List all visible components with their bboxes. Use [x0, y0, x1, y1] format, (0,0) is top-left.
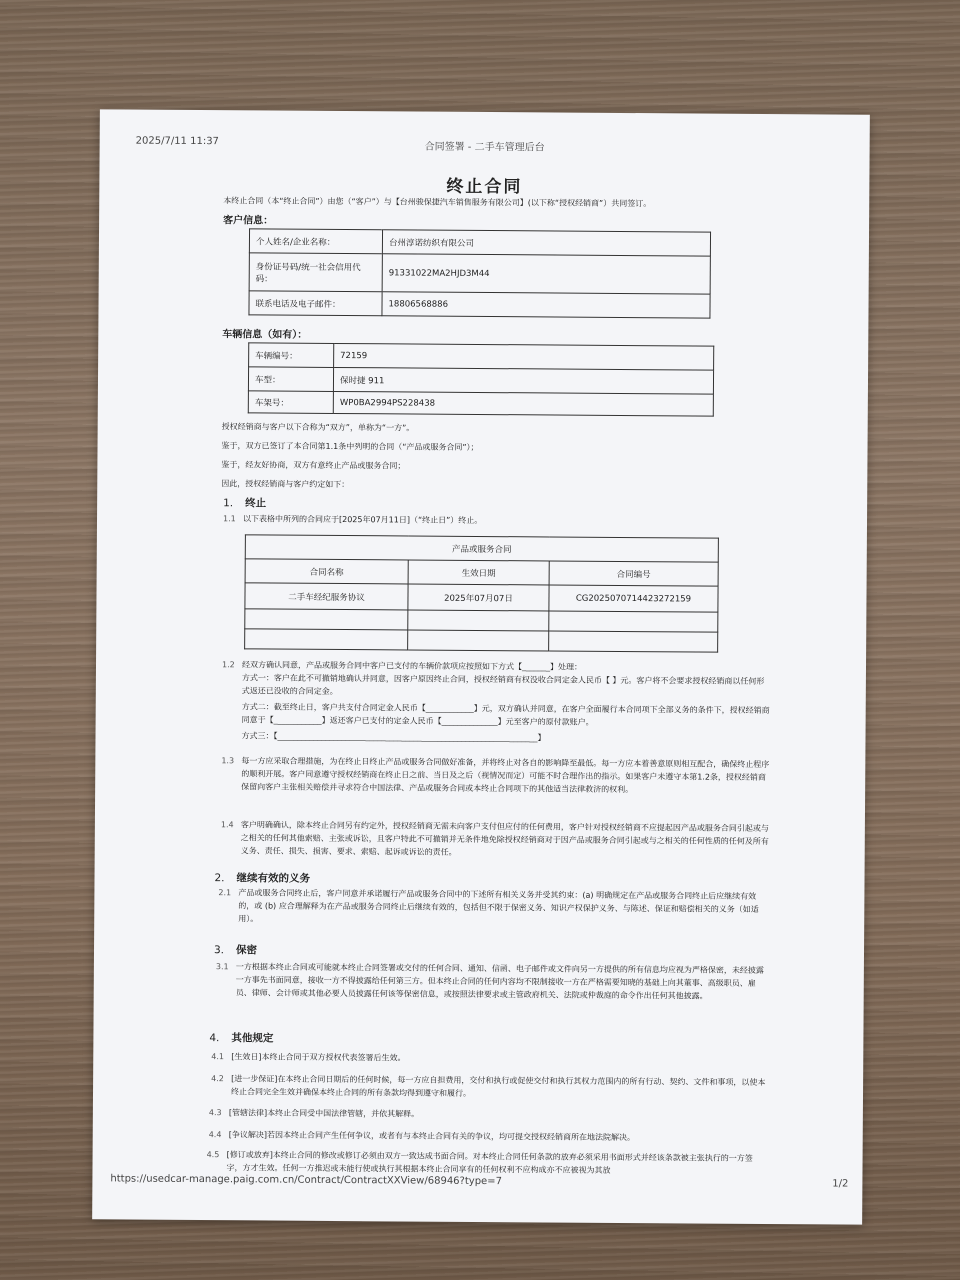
section-number: 3.	[213, 944, 225, 957]
clause-number: 1.2	[221, 660, 235, 670]
clause-number: 3.1	[215, 962, 229, 972]
vehicle-label: 车辆编号：	[249, 343, 334, 368]
customer-value: 台州淳诺纺织有限公司	[382, 230, 710, 256]
clause-number: 2.1	[218, 888, 232, 898]
clause-1-2	[221, 658, 770, 746]
section-title: 其他规定	[231, 1032, 274, 1045]
print-datetime: 2025/7/11 11:37	[135, 135, 219, 148]
vehicle-label: 车架号：	[248, 391, 333, 414]
print-page-title: 合同签署 - 二手车管理后台	[424, 141, 545, 154]
section-title: 保密	[235, 944, 258, 957]
section-3-heading	[214, 942, 257, 957]
table-cell-empty	[549, 611, 718, 632]
clause-number: 1.1	[222, 514, 236, 524]
section-number: 2.	[214, 872, 225, 885]
vehicle-label: 车型：	[248, 367, 333, 392]
clause-4-4	[209, 1128, 767, 1145]
vehicle-table	[248, 342, 714, 416]
customer-label: 个人姓名/企业名称：	[249, 229, 382, 254]
clause-number: 4.5	[206, 1150, 220, 1160]
clause-4-5	[206, 1148, 766, 1178]
table-header: 合同编号	[549, 561, 718, 586]
clause-1-1	[223, 512, 767, 529]
table-cell-empty	[245, 629, 408, 650]
clause-4-2	[211, 1072, 767, 1102]
clause-text: 产品或服务合同终止后，客户同意并承诺履行产品或服务合同中的下述所有相关义务并受其约束：(a) 明确规定在产品或服务合同终止后应继续有效的，或 (b) 应合理解释为在产品或服务合同终止后继续有效的，包括但不限于保密义务、知识产权保护义务、与陈述、保证和赔偿相关的义务（如适用）。	[238, 888, 759, 924]
table-cell: 2025年07月07日	[408, 584, 549, 611]
customer-label: 联系电话及电子邮件：	[249, 291, 382, 316]
table-caption: 产品或服务合同	[245, 535, 718, 562]
vehicle-value: 72159	[334, 343, 714, 370]
section-2-heading	[214, 870, 310, 886]
clause-number: 1.3	[221, 756, 235, 766]
clause-option-1: 方式一：客户在此不可撤销地确认并同意，因客户原因终止合同，授权经销商有权没收合同定金人民币【 】元。客户将不会要求授权经销商以任何形式返还已没收的合同定金。	[241, 673, 765, 697]
vehicle-value: WP0BA2994PS228438	[333, 391, 713, 416]
clause-line: 经双方确认同意，产品或服务合同中客户已支付的车辆价款项应按照如下方式【_______】处理：	[241, 660, 583, 672]
clause-1-4	[221, 818, 769, 861]
section-title: 继续有效的义务	[236, 872, 311, 885]
therefore-clause: 因此，授权经销商与客户约定如下：	[221, 479, 350, 490]
table-cell: CG2025070714423272159	[549, 585, 718, 612]
vehicle-value: 保时捷 911	[333, 367, 713, 394]
page-number: 1/2	[832, 1178, 849, 1190]
clause-4-1	[211, 1050, 767, 1067]
section-number: 4.	[209, 1032, 220, 1045]
clause-4-3	[209, 1106, 767, 1123]
clause-text: [争议解决]若因本终止合同产生任何争议，或者有与本终止合同有关的争议，均可提交授权经销商所在地法院解决。	[228, 1130, 635, 1143]
customer-value: 91331022MA2HJD3M44	[382, 254, 710, 294]
print-url: https://usedcar-manage.paig.com.cn/Contract/ContractXXView/68946?type=7	[110, 1173, 502, 1188]
clause-number: 1.4	[220, 820, 234, 830]
clause-2-1	[218, 886, 768, 929]
whereas-clause-2: 鉴于，经友好协商，双方有意终止产品或服务合同；	[221, 460, 406, 471]
clause-1-3	[221, 754, 769, 797]
section-number: 1.	[223, 497, 234, 510]
clause-3-1	[216, 960, 768, 1003]
clause-option-3: 方式三：【_________________________________________________________________】	[241, 731, 546, 743]
whereas-clause-1: 鉴于，双方已签订了本合同第1.1条中列明的合同（“产品或服务合同”）；	[221, 441, 479, 452]
table-cell: 二手车经纪服务协议	[245, 583, 408, 610]
table-header: 生效日期	[408, 560, 549, 585]
clause-text: [修订或放弃]本终止合同的修改或修订必须由双方一致达成书面合同。对本终止合同任何条款的放弃必须采用书面形式并经该条款被主张执行的一方签字，方才生效。任何一方推迟或未能行使或执行其根据本终止合同享有的任何权利不应构成亦不应被视为其放	[226, 1150, 753, 1175]
document-title: 终止合同	[446, 176, 523, 198]
section-4-heading	[209, 1030, 273, 1045]
table-cell-empty	[408, 630, 549, 651]
table-cell-empty	[245, 609, 408, 630]
clause-text: 每一方应采取合理措施，为在终止日终止产品或服务合同做好准备，并将终止对各自的影响降至最低。每一方应本着善意原则相互配合，确保终止程序的顺利开展。客户同意遵守授权经销商在终止日之前、当日及之后（视情况而定）可能不时合理作出的指示。如果客户未遵守本第1.2条，授权经销商保留向客户主张相关赔偿并寻求符合中国法律、产品或服务合同或本终止合同项下的其他适当法律救济的权利。	[241, 756, 770, 795]
parties-definition: 授权经销商与客户以下合称为“双方”，单称为“一方”。	[221, 422, 415, 433]
clause-number: 4.4	[208, 1130, 222, 1140]
clause-option-2: 方式二：截至终止日，客户共支付合同定金人民币【____________】元，双方确认并同意，在客户全面履行本合同项下全部义务的条件下，授权经销商同意于【____________】返还客户已支付的定金人民币【______________】元至客户的原付款账户。	[241, 702, 770, 727]
customer-table	[248, 228, 711, 318]
clause-number: 4.2	[211, 1074, 224, 1084]
customer-label: 身份证号码/统一社会信用代码：	[249, 253, 382, 292]
contract-list-table	[244, 534, 719, 652]
clause-text: 一方根据本终止合同或可能就本终止合同签署或交付的任何合同、通知、信函、电子邮件或文件向另一方提供的所有信息均应视为严格保密，未经披露一方事先书面同意，接收一方不得披露给任何第三方。但本终止合同的任何内容均不限制接收一方在严格需要知晓的基础上向其董事、高级职员、雇员、律师、会计师或其他必要人员披露任何该等保密信息，或按照法律要求或主管政府机关、法院或仲裁庭的命令作出任何其他披露。	[235, 962, 764, 1001]
table-header: 合同名称	[245, 559, 408, 584]
section-title: 终止	[245, 497, 267, 510]
contract-paper	[92, 109, 870, 1224]
clause-text: [生效日]本终止合同于双方授权代表签署后生效。	[231, 1052, 406, 1063]
clause-text: [进一步保证]在本终止合同日期后的任何时候，每一方应自担费用，交付和执行或促使交付和执行其权力范围内的所有行动、契约、文件和事项，以使本终止合同完全生效并确保本终止合同的所有条款均得到遵守和履行。	[230, 1074, 766, 1098]
clause-text: 以下表格中所列的合同应于[2025年07月11日]（“终止日”）终止。	[242, 514, 483, 526]
clause-text: 客户明确确认，除本终止合同另有约定外，授权经销商无需未向客户支付但应付的任何费用，客户针对授权经销商不应提起因产品或服务合同引起或与之相关的任何其他索赔、主张或诉讼，且客户特此不可撤销并无条件地免除授权经销商对于因产品或服务合同引起或与之相关的任何性质的任何及所有义务、责任、损失、损害、要求、索赔、起诉或诉讼的责任。	[240, 820, 769, 857]
vehicle-heading: 车辆信息（如有）：	[222, 329, 308, 341]
customer-value: 18806568886	[382, 292, 710, 318]
section-1-heading	[223, 495, 266, 510]
table-cell-empty	[549, 631, 718, 652]
clause-number: 4.3	[208, 1108, 222, 1118]
customer-heading: 客户信息：	[223, 215, 274, 227]
clause-number: 4.1	[211, 1052, 225, 1062]
intro-paragraph: 本终止合同（本“终止合同”）由您（“客户”）与【台州骏保捷汽车销售服务有限公司】(以下称“授权经销商”）共同签订。	[223, 196, 652, 209]
clause-text: [管辖法律]本终止合同受中国法律管辖，并依其解释。	[228, 1108, 420, 1119]
table-cell-empty	[408, 610, 549, 631]
